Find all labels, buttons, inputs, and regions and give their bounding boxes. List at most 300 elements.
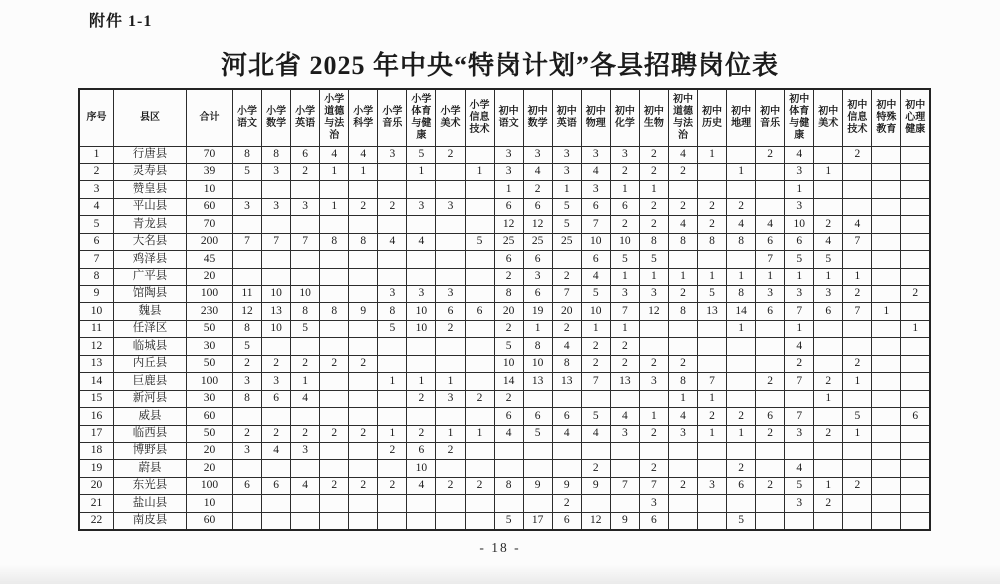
count-cell: 2 [581,338,610,355]
count-cell [610,460,639,477]
table-row [79,251,930,268]
count-cell [407,251,436,268]
count-cell: 2 [436,320,465,337]
table-row [79,390,930,407]
count-cell: 3 [785,198,814,215]
count-cell [552,390,581,407]
count-cell [756,512,785,529]
count-cell: 7 [581,216,610,233]
count-cell [436,268,465,285]
count-cell: 5 [552,198,581,215]
count-cell [552,460,581,477]
count-cell [378,338,407,355]
col-header-26: 初中心理健康 [901,89,930,146]
count-cell [901,338,930,355]
count-cell [901,425,930,442]
row-index-cell: 19 [79,460,114,477]
count-cell: 2 [639,198,668,215]
count-cell: 2 [552,495,581,512]
count-cell: 6 [639,512,668,529]
count-cell: 8 [262,146,291,163]
count-cell: 5 [610,251,639,268]
count-cell: 2 [639,216,668,233]
table-row [79,163,930,180]
count-cell [756,181,785,198]
count-cell [698,460,727,477]
total-cell: 230 [187,303,233,320]
col-header-19: 初中历史 [698,89,727,146]
count-cell [785,390,814,407]
count-cell [407,181,436,198]
count-cell [349,373,378,390]
count-cell [814,460,843,477]
count-cell: 10 [407,303,436,320]
county-cell: 临西县 [114,425,187,442]
count-cell: 1 [639,181,668,198]
count-cell: 7 [262,233,291,250]
count-cell: 1 [814,390,843,407]
count-cell [523,442,552,459]
count-cell [320,512,349,529]
count-cell: 9 [581,477,610,494]
count-cell [843,390,872,407]
count-cell [233,408,262,425]
count-cell: 8 [668,373,697,390]
count-cell: 3 [291,198,320,215]
count-cell [698,181,727,198]
total-cell: 100 [187,373,233,390]
count-cell: 4 [581,425,610,442]
total-cell: 30 [187,390,233,407]
count-cell: 2 [465,390,494,407]
count-cell: 2 [843,286,872,303]
count-cell: 4 [668,146,697,163]
count-cell [291,268,320,285]
total-cell: 10 [187,181,233,198]
count-cell: 4 [668,216,697,233]
table-row [79,286,930,303]
count-cell: 6 [407,442,436,459]
count-cell: 7 [581,373,610,390]
count-cell [610,390,639,407]
count-cell: 1 [668,268,697,285]
count-cell [727,338,756,355]
count-cell [872,355,901,372]
count-cell: 3 [610,286,639,303]
count-cell: 5 [581,408,610,425]
count-cell: 10 [581,303,610,320]
count-cell: 4 [668,408,697,425]
positions-table [78,88,931,531]
count-cell: 7 [610,477,639,494]
count-cell: 8 [233,320,262,337]
count-cell: 1 [698,146,727,163]
count-cell: 8 [320,303,349,320]
count-cell [872,425,901,442]
col-header-24: 初中信息技术 [843,89,872,146]
count-cell [901,303,930,320]
row-index-cell: 22 [79,512,114,529]
count-cell: 2 [610,216,639,233]
count-cell: 13 [610,373,639,390]
count-cell: 5 [523,425,552,442]
count-cell [668,181,697,198]
count-cell: 12 [494,216,523,233]
count-cell: 7 [233,233,262,250]
count-cell: 2 [814,373,843,390]
count-cell [901,268,930,285]
count-cell: 2 [465,477,494,494]
row-index-cell: 10 [79,303,114,320]
count-cell: 8 [349,233,378,250]
count-cell: 8 [523,338,552,355]
count-cell: 1 [639,268,668,285]
count-cell: 8 [233,390,262,407]
count-cell: 3 [523,146,552,163]
table-row [79,460,930,477]
count-cell: 10 [407,460,436,477]
count-cell: 13 [262,303,291,320]
count-cell [436,233,465,250]
count-cell [349,408,378,425]
count-cell: 2 [291,355,320,372]
count-cell: 9 [523,477,552,494]
count-cell [872,146,901,163]
count-cell: 6 [785,233,814,250]
count-cell [639,442,668,459]
col-header-15: 初中物理 [581,89,610,146]
count-cell: 2 [727,198,756,215]
count-cell [843,251,872,268]
count-cell [639,338,668,355]
count-cell: 8 [233,146,262,163]
count-cell: 13 [552,373,581,390]
row-index-cell: 7 [79,251,114,268]
count-cell: 4 [378,233,407,250]
count-cell [436,408,465,425]
count-cell: 6 [756,233,785,250]
count-cell: 2 [668,286,697,303]
count-cell: 6 [552,512,581,529]
count-cell: 2 [756,146,785,163]
count-cell: 4 [785,338,814,355]
count-cell: 4 [843,216,872,233]
total-cell: 100 [187,286,233,303]
count-cell: 5 [494,338,523,355]
count-cell [436,512,465,529]
count-cell [349,390,378,407]
county-cell: 馆陶县 [114,286,187,303]
count-cell [291,181,320,198]
county-cell: 临城县 [114,338,187,355]
count-cell: 10 [407,320,436,337]
count-cell [320,181,349,198]
col-header-11: 小学信息技术 [465,89,494,146]
count-cell: 4 [727,216,756,233]
count-cell: 3 [436,286,465,303]
count-cell: 2 [814,495,843,512]
count-cell: 6 [465,303,494,320]
count-cell [901,460,930,477]
count-cell: 1 [378,425,407,442]
count-cell: 2 [233,355,262,372]
count-cell [262,408,291,425]
county-cell: 魏县 [114,303,187,320]
count-cell: 12 [639,303,668,320]
total-cell: 60 [187,512,233,529]
total-cell: 70 [187,146,233,163]
total-cell: 10 [187,495,233,512]
count-cell: 3 [785,495,814,512]
row-index-cell: 6 [79,233,114,250]
count-cell [668,320,697,337]
count-cell: 3 [698,477,727,494]
count-cell: 8 [494,477,523,494]
count-cell: 12 [233,303,262,320]
count-cell: 2 [610,338,639,355]
table-row [79,408,930,425]
count-cell: 3 [494,163,523,180]
count-cell [378,390,407,407]
count-cell: 3 [756,286,785,303]
count-cell: 1 [814,268,843,285]
col-header-3: 小学语文 [233,89,262,146]
count-cell [872,408,901,425]
count-cell [668,460,697,477]
count-cell: 3 [291,442,320,459]
count-cell [465,512,494,529]
count-cell [639,320,668,337]
count-cell: 1 [843,425,872,442]
count-cell [756,198,785,215]
count-cell [465,460,494,477]
count-cell [262,268,291,285]
count-cell: 4 [581,268,610,285]
county-cell: 内丘县 [114,355,187,372]
count-cell [407,495,436,512]
count-cell [901,442,930,459]
county-cell: 鸡泽县 [114,251,187,268]
count-cell [436,495,465,512]
count-cell: 2 [668,477,697,494]
count-cell: 3 [581,146,610,163]
count-cell: 2 [639,163,668,180]
count-cell: 3 [436,390,465,407]
count-cell: 1 [785,268,814,285]
county-cell: 东光县 [114,477,187,494]
count-cell [668,442,697,459]
count-cell [872,460,901,477]
count-cell [901,512,930,529]
count-cell: 2 [378,477,407,494]
count-cell: 2 [668,355,697,372]
count-cell [814,198,843,215]
count-cell [407,408,436,425]
row-index-cell: 21 [79,495,114,512]
count-cell [610,495,639,512]
count-cell: 1 [639,408,668,425]
total-cell: 20 [187,442,233,459]
total-cell: 70 [187,216,233,233]
count-cell: 17 [523,512,552,529]
col-header-21: 初中音乐 [756,89,785,146]
count-cell: 2 [349,198,378,215]
count-cell [320,338,349,355]
count-cell [843,495,872,512]
count-cell: 1 [901,320,930,337]
county-cell: 灵寿县 [114,163,187,180]
count-cell: 2 [727,460,756,477]
count-cell [901,477,930,494]
count-cell [349,286,378,303]
count-cell: 10 [262,286,291,303]
count-cell [349,320,378,337]
table-row [79,442,930,459]
count-cell: 1 [436,373,465,390]
count-cell [668,338,697,355]
count-cell [407,338,436,355]
count-cell [901,181,930,198]
count-cell: 2 [610,163,639,180]
count-cell: 25 [494,233,523,250]
count-cell [378,268,407,285]
count-cell [872,495,901,512]
count-cell: 6 [494,408,523,425]
attachment-label: 附件 1-1 [89,13,153,30]
count-cell: 3 [233,373,262,390]
county-cell: 平山县 [114,198,187,215]
count-cell [872,512,901,529]
count-cell: 25 [552,233,581,250]
count-cell: 2 [698,408,727,425]
count-cell [233,460,262,477]
county-cell: 广平县 [114,268,187,285]
count-cell [727,146,756,163]
count-cell: 6 [814,303,843,320]
count-cell: 7 [785,373,814,390]
count-cell: 6 [901,408,930,425]
count-cell [727,390,756,407]
count-cell: 2 [610,355,639,372]
count-cell: 1 [465,163,494,180]
count-cell [349,181,378,198]
col-header-22: 初中体育与健康 [785,89,814,146]
county-cell: 蔚县 [114,460,187,477]
count-cell [262,181,291,198]
count-cell: 1 [814,163,843,180]
row-index-cell: 18 [79,442,114,459]
total-cell: 60 [187,408,233,425]
count-cell: 9 [349,303,378,320]
row-index-cell: 8 [79,268,114,285]
count-cell: 7 [785,408,814,425]
count-cell [814,408,843,425]
count-cell [727,495,756,512]
count-cell: 4 [349,146,378,163]
count-cell: 8 [668,303,697,320]
count-cell: 3 [552,146,581,163]
count-cell [872,338,901,355]
count-cell: 6 [756,408,785,425]
count-cell: 8 [494,286,523,303]
count-cell [727,442,756,459]
count-cell: 6 [291,146,320,163]
count-cell [668,251,697,268]
count-cell: 3 [407,286,436,303]
count-cell: 3 [378,146,407,163]
count-cell [436,355,465,372]
count-cell: 11 [233,286,262,303]
col-header-4: 小学数学 [262,89,291,146]
count-cell [901,233,930,250]
count-cell [233,251,262,268]
count-cell: 8 [320,233,349,250]
count-cell [378,163,407,180]
count-cell [320,373,349,390]
count-cell: 2 [668,163,697,180]
count-cell [698,442,727,459]
count-cell: 3 [523,268,552,285]
count-cell [785,512,814,529]
count-cell: 2 [581,355,610,372]
count-cell [698,495,727,512]
count-cell: 4 [523,163,552,180]
total-cell: 50 [187,355,233,372]
count-cell: 8 [378,303,407,320]
count-cell: 3 [639,495,668,512]
count-cell [378,408,407,425]
count-cell [320,216,349,233]
count-cell: 3 [407,198,436,215]
count-cell [872,390,901,407]
col-header-7: 小学科学 [349,89,378,146]
count-cell: 8 [639,233,668,250]
table-row [79,425,930,442]
count-cell: 3 [378,286,407,303]
count-cell: 2 [494,390,523,407]
count-cell [378,181,407,198]
count-cell [814,355,843,372]
count-cell [698,163,727,180]
count-cell [872,373,901,390]
count-cell [407,216,436,233]
count-cell: 2 [291,425,320,442]
count-cell [756,163,785,180]
count-cell [581,390,610,407]
count-cell: 6 [262,477,291,494]
count-cell [843,163,872,180]
county-cell: 赞皇县 [114,181,187,198]
count-cell: 1 [349,163,378,180]
count-cell [843,338,872,355]
count-cell [814,338,843,355]
count-cell: 7 [698,373,727,390]
table-row [79,198,930,215]
count-cell: 7 [843,303,872,320]
count-cell [291,512,320,529]
count-cell: 1 [698,425,727,442]
count-cell: 2 [436,477,465,494]
count-cell [843,442,872,459]
count-cell: 6 [523,408,552,425]
count-cell: 2 [698,198,727,215]
col-header-0: 序号 [79,89,114,146]
count-cell [262,460,291,477]
count-cell: 3 [785,286,814,303]
col-header-17: 初中生物 [639,89,668,146]
count-cell [320,390,349,407]
table-row [79,268,930,285]
